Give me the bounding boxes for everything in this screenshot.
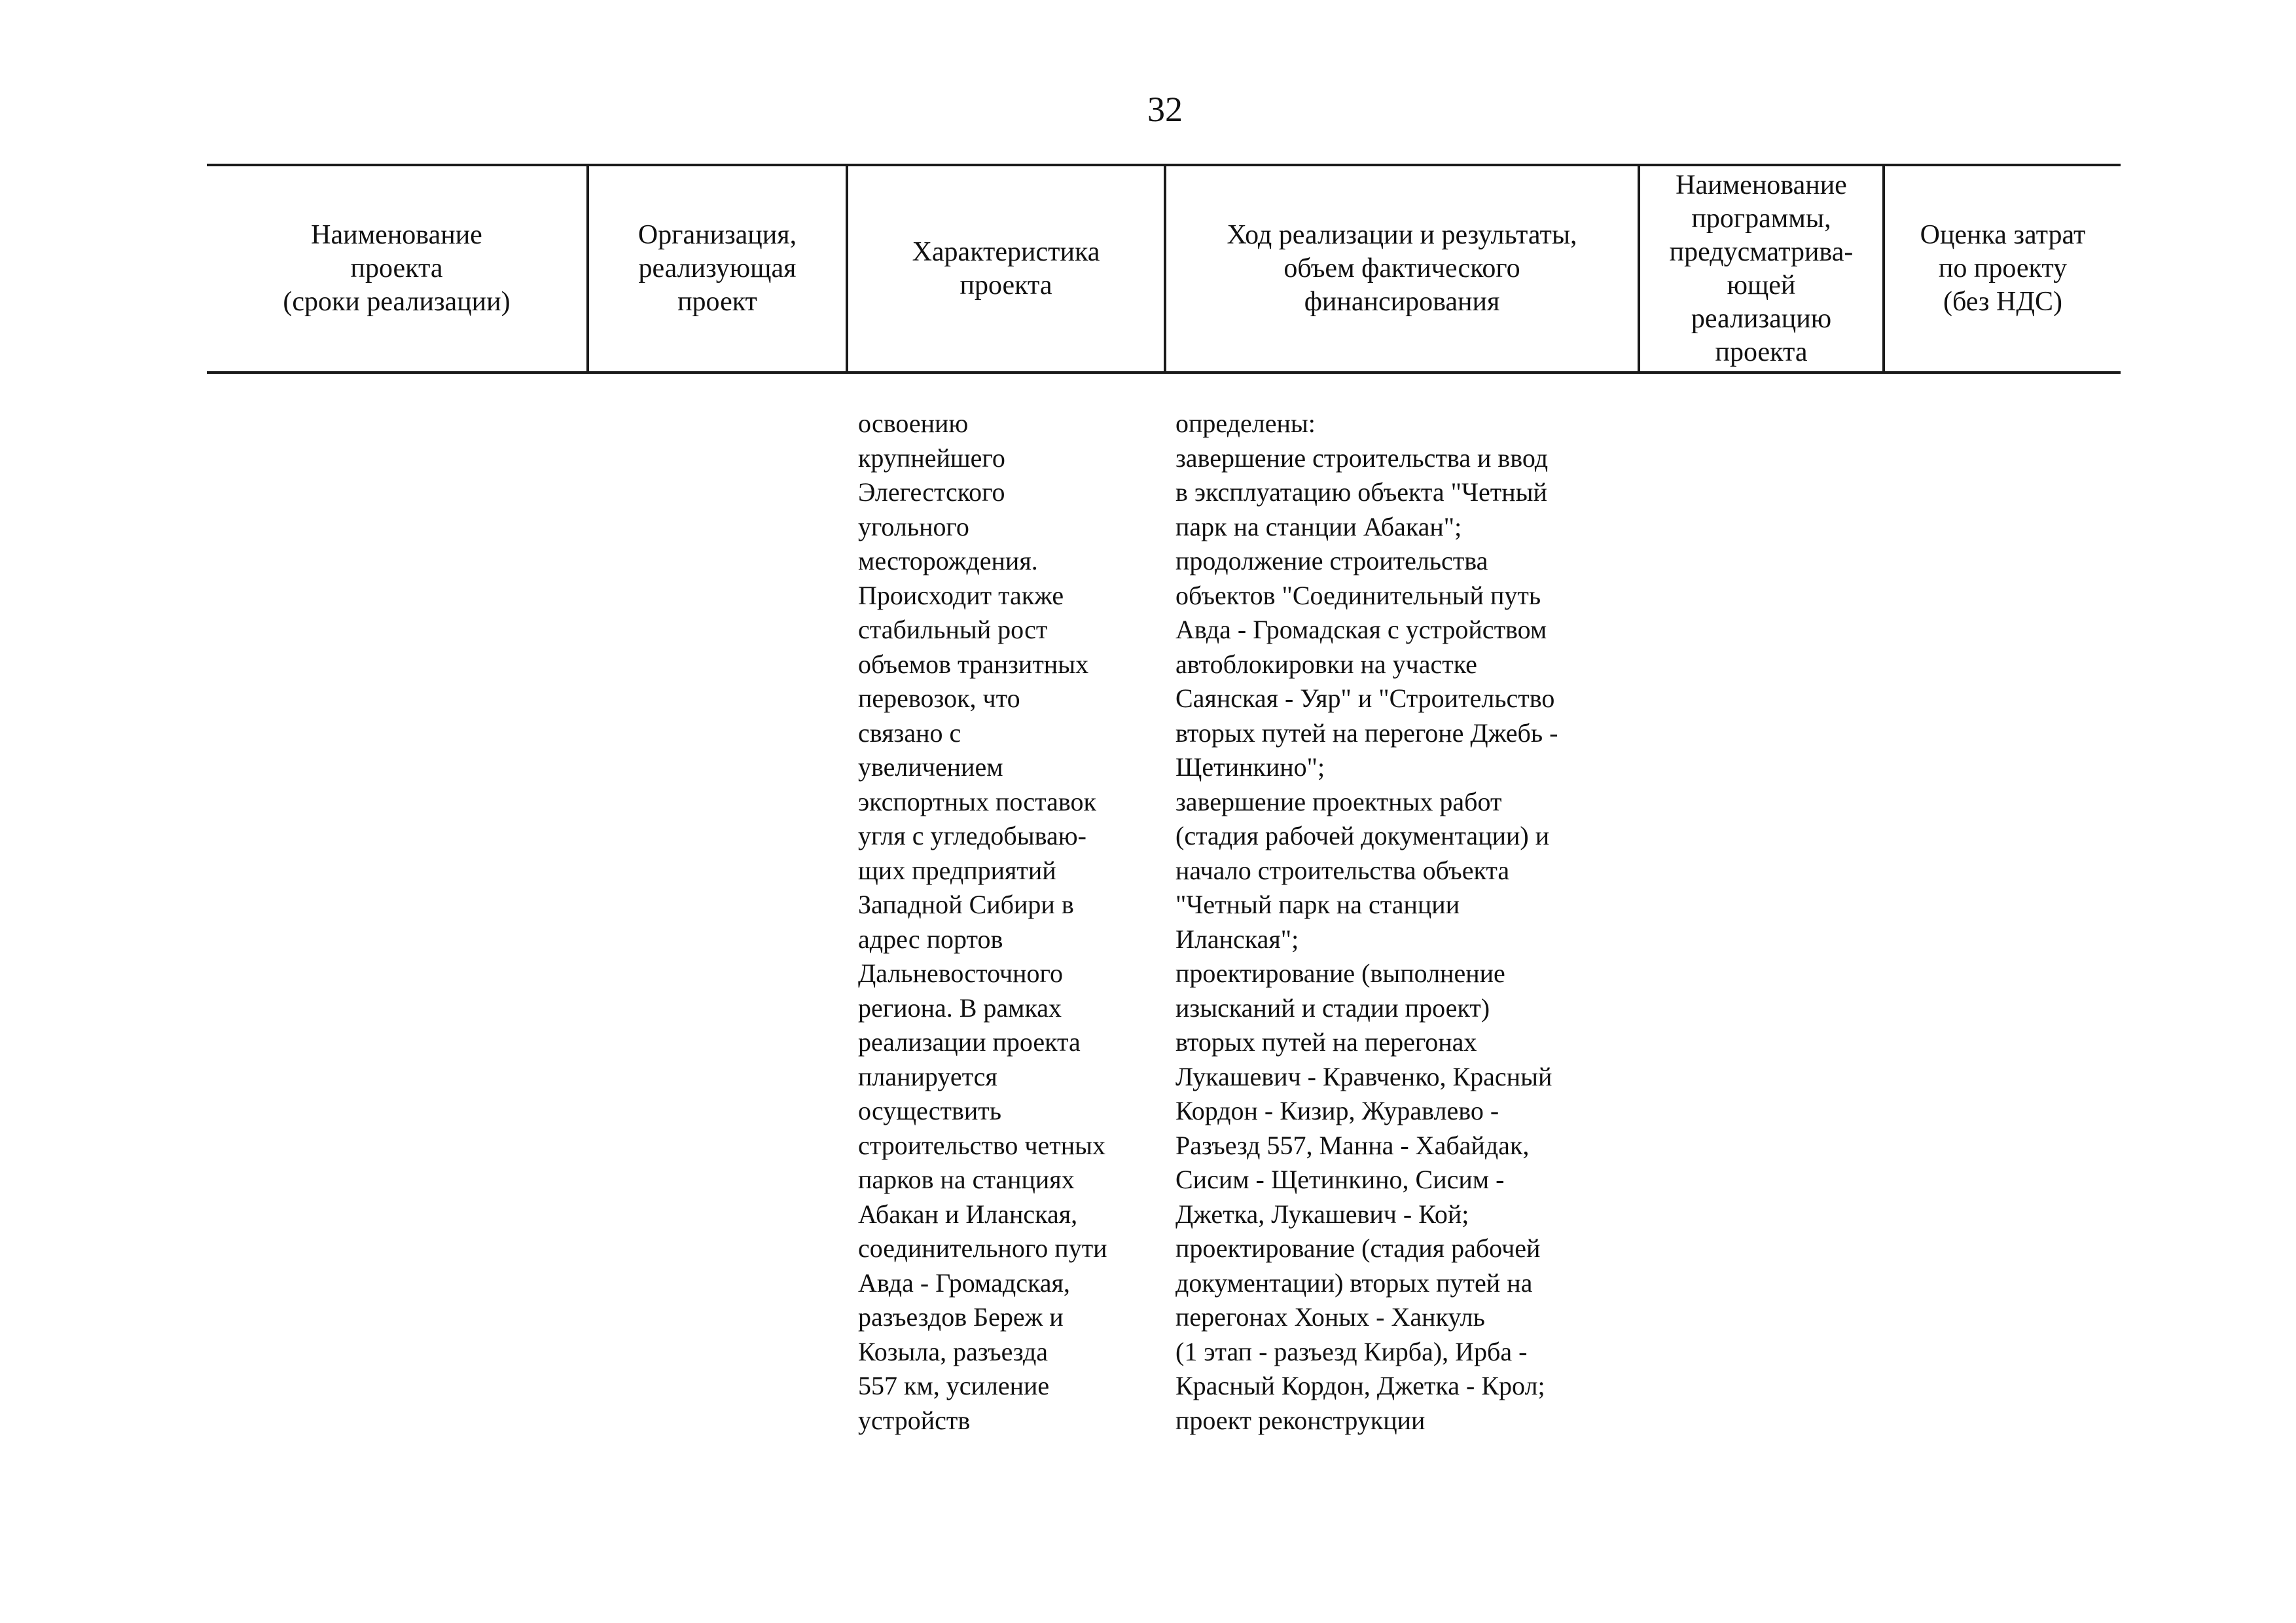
text-line: определены:: [1175, 409, 1316, 438]
text-line: адрес портов: [858, 924, 1003, 954]
text-line: объемов транзитных: [858, 649, 1089, 679]
header-characteristic: Характеристика проекта: [912, 236, 1100, 301]
text-line: продолжение строительства: [1175, 546, 1488, 575]
text-line: парков на станциях: [858, 1165, 1075, 1194]
text-line: "Четный парк на станции: [1175, 890, 1460, 919]
text-line: осуществить: [858, 1096, 1002, 1125]
header-program: Наименование программы, предусматрива- ющей реализацию проекта: [1669, 170, 1854, 367]
text-line: разъездов Береж и: [858, 1302, 1064, 1332]
text-line: вторых путей на перегонах: [1175, 1027, 1477, 1057]
text-line: (стадия рабочей документации) и: [1175, 821, 1550, 850]
text-line: начало строительства объекта: [1175, 855, 1510, 885]
text-line: проект реконструкции: [1175, 1405, 1426, 1435]
text-line: планируется: [858, 1061, 997, 1091]
text-line: перевозок, что: [858, 684, 1020, 713]
text-line: угля с угледобываю-: [858, 821, 1086, 850]
text-line: Авда - Громадская с устройством: [1175, 615, 1547, 644]
text-line: документации) вторых путей на: [1175, 1267, 1533, 1298]
text-line: связано с: [858, 718, 961, 748]
header-organization: Организация, реализующая проект: [637, 220, 797, 317]
text-line: Саянская - Уяр" и "Строительство: [1175, 684, 1555, 713]
text-line: месторождения.: [858, 546, 1038, 575]
header-project-name: Наименование проекта (сроки реализации): [283, 220, 511, 317]
text-line: Авда - Громадская,: [858, 1267, 1070, 1298]
text-line: щих предприятий: [858, 855, 1056, 885]
text-line: 557 км, усиление: [858, 1371, 1050, 1400]
text-line: проектирование (стадия рабочей: [1175, 1233, 1541, 1263]
text-line: объектов "Соединительный путь: [1175, 580, 1541, 610]
text-line: экспортных поставок: [858, 786, 1096, 816]
text-line: реализации проекта: [858, 1027, 1081, 1057]
header-cost: Оценка затрат по проекту (без НДС): [1920, 220, 2086, 317]
text-line: проектирование (выполнение: [1175, 958, 1505, 988]
text-line: угольного: [858, 511, 969, 541]
text-line: региона. В рамках: [858, 993, 1062, 1023]
cell-characteristic: [858, 407, 1166, 1438]
text-line: (1 этап - разъезд Кирба), Ирба -: [1175, 1336, 1528, 1366]
text-line: соединительного пути: [858, 1233, 1107, 1263]
text-line: завершение строительства и ввод: [1175, 443, 1549, 473]
text-line: крупнейшего: [858, 443, 1005, 473]
text-line: Элегестского: [858, 477, 1005, 507]
text-line: автоблокировки на участке: [1175, 649, 1477, 679]
text-line: Иланская";: [1175, 924, 1299, 954]
header-progress: Ход реализации и результаты, объем фактического финансирования: [1227, 220, 1577, 317]
text-line: Абакан и Иланская,: [858, 1199, 1078, 1229]
cell-progress: [1175, 407, 1636, 1438]
text-line: вторых путей на перегоне Джебь -: [1175, 718, 1558, 748]
text-line: перегонах Хоных - Ханкуль: [1175, 1302, 1485, 1332]
text-line: устройств: [858, 1405, 971, 1435]
text-line: Красный Кордон, Джетка - Крол;: [1175, 1371, 1545, 1400]
text-line: парк на станции Абакан";: [1175, 511, 1462, 541]
text-line: Разъезд 557, Манна - Хабайдак,: [1175, 1130, 1530, 1160]
text-line: освоению: [858, 409, 969, 438]
text-line: Козыла, разъезда: [858, 1336, 1049, 1366]
text-line: увеличением: [858, 752, 1003, 782]
text-line: Сисим - Щетинкино, Сисим -: [1175, 1165, 1505, 1194]
text-line: Кордон - Кизир, Журавлево -: [1175, 1096, 1499, 1125]
text-line: Дальневосточного: [858, 958, 1063, 988]
page-number: 32: [1147, 90, 1183, 129]
text-line: Западной Сибири в: [858, 890, 1074, 919]
text-line: в эксплуатацию объекта "Четный: [1175, 477, 1547, 507]
text-line: стабильный рост: [858, 615, 1048, 644]
text-line: строительство четных: [858, 1130, 1106, 1160]
text-line: завершение проектных работ: [1175, 786, 1502, 816]
text-line: Происходит также: [858, 580, 1064, 610]
text-line: Щетинкино";: [1175, 752, 1325, 782]
text-line: Лукашевич - Кравченко, Красный: [1175, 1061, 1552, 1091]
text-line: Джетка, Лукашевич - Кой;: [1175, 1199, 1469, 1229]
text-line: изысканий и стадии проект): [1175, 993, 1490, 1023]
